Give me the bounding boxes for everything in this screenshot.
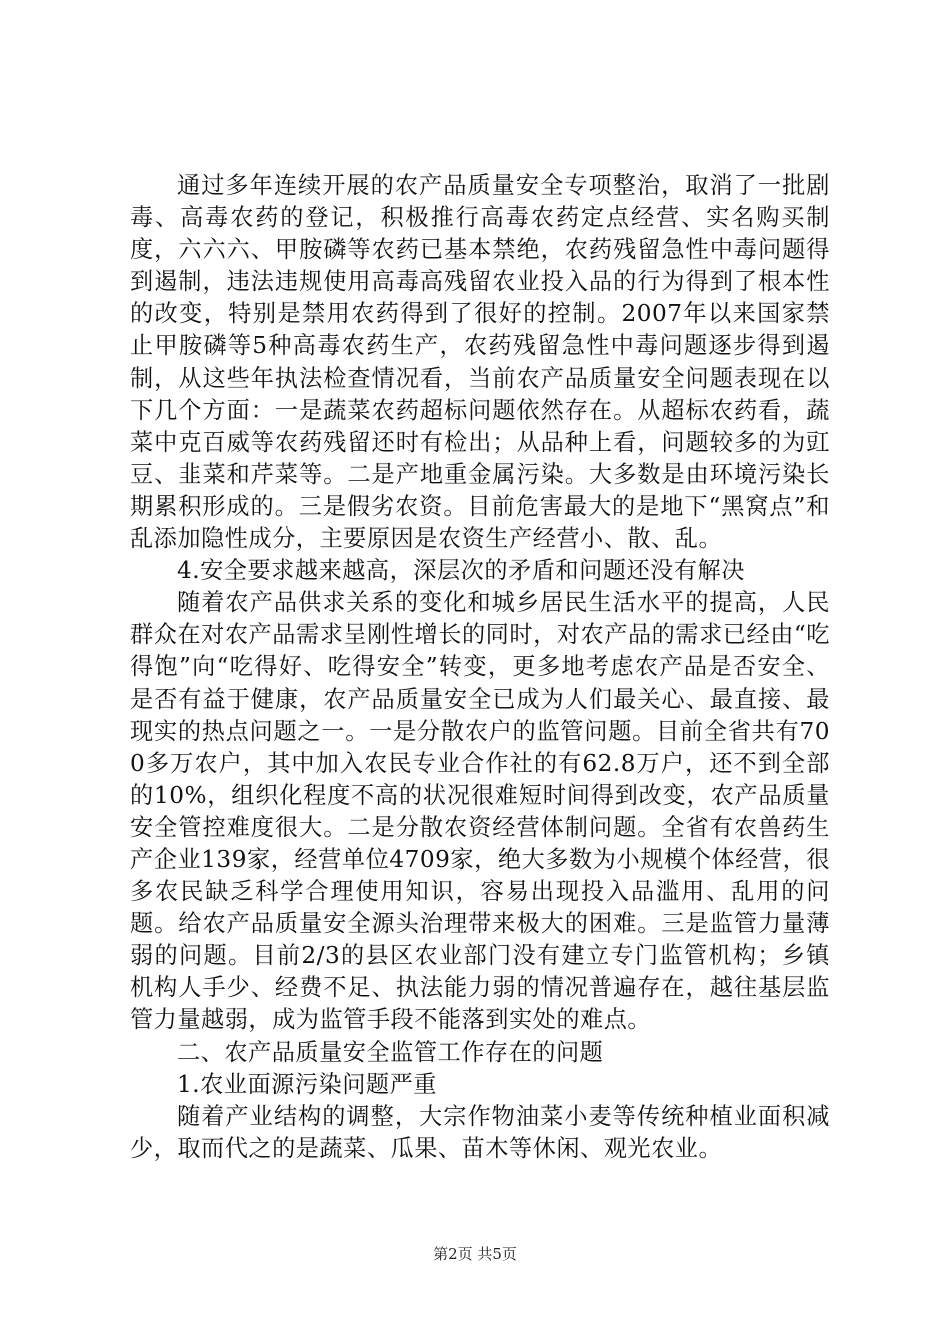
heading-section-two: 二、农产品质量安全监管工作存在的问题 bbox=[177, 1038, 604, 1066]
heading-safety-requirements: 4.安全要求越来越高，深层次的矛盾和问题还没有解决 bbox=[177, 557, 745, 585]
paragraph-industrial-restructuring: 随着产业结构的调整，大宗作物油菜小麦等传统种植业面积减少，取而代之的是蔬菜、瓜果、苗木等休闲、观光农业。 bbox=[130, 1102, 830, 1162]
paragraph-consumer-demand: 随着农产品供求关系的变化和城乡居民生活水平的提高，人民群众在对农产品需求呈刚性增长的同时，对农产品的需求已经由“吃得饱”向“吃得好、吃得安全”转变，更多地考虑农产品是否安全、是否有益于健康，农产品质量安全已成为人们最关心、最直接、最现实的热点问题之一。一是分散农户的监管问题。目前全省共有700多万农户，其中加入农民专业合作社的有62.8万户，还不到全部的10%，组织化程度不高的状况很难短时间得到改变，农产品质量安全管控难度很大。二是分散农资经营体制问题。全省有农兽药生产企业139家，经营单位4709家，绝大多数为小规模个体经营，很多农民缺乏科学合理使用知识，容易出现投入品滥用、乱用的问题。给农产品质量安全源头治理带来极大的困难。三是监管力量薄弱的问题。目前2/3的县区农业部门没有建立专门监管机构；乡镇机构人手少、经费不足、执法能力弱的情况普遍存在，越往基层监管力量越弱，成为监管手段不能落到实处的难点。 bbox=[130, 589, 830, 1034]
page-footer: 第2页 共5页 bbox=[433, 1245, 517, 1263]
paragraph-pesticide-control: 通过多年连续开展的农产品质量安全专项整治，取消了一批剧毒、高毒农药的登记，积极推行高毒农药定点经营、实名购买制度，六六六、甲胺磷等农药已基本禁绝，农药残留急性中毒问题得到遏制，违法违规使用高毒高残留农业投入品的行为得到了根本性的改变，特别是禁用农药得到了很好的控制。2007年以来国家禁止甲胺磷等5种高毒农药生产，农药残留急性中毒问题逐步得到遏制，从这些年执法检查情况看，当前农产品质量安全问题表现在以下几个方面：一是蔬菜农药超标问题依然存在。从超标农药看，蔬菜中克百威等农药残留还时有检出；从品种上看，问题较多的为豇豆、韭菜和芹菜等。二是产地重金属污染。大多数是由环境污染长期累积形成的。三是假劣农资。目前危害最大的是地下“黑窝点”和乱添加隐性成分，主要原因是农资生产经营小、散、乱。 bbox=[130, 172, 830, 553]
heading-nonpoint-pollution: 1.农业面源污染问题严重 bbox=[177, 1070, 437, 1098]
document-body bbox=[130, 170, 830, 1165]
